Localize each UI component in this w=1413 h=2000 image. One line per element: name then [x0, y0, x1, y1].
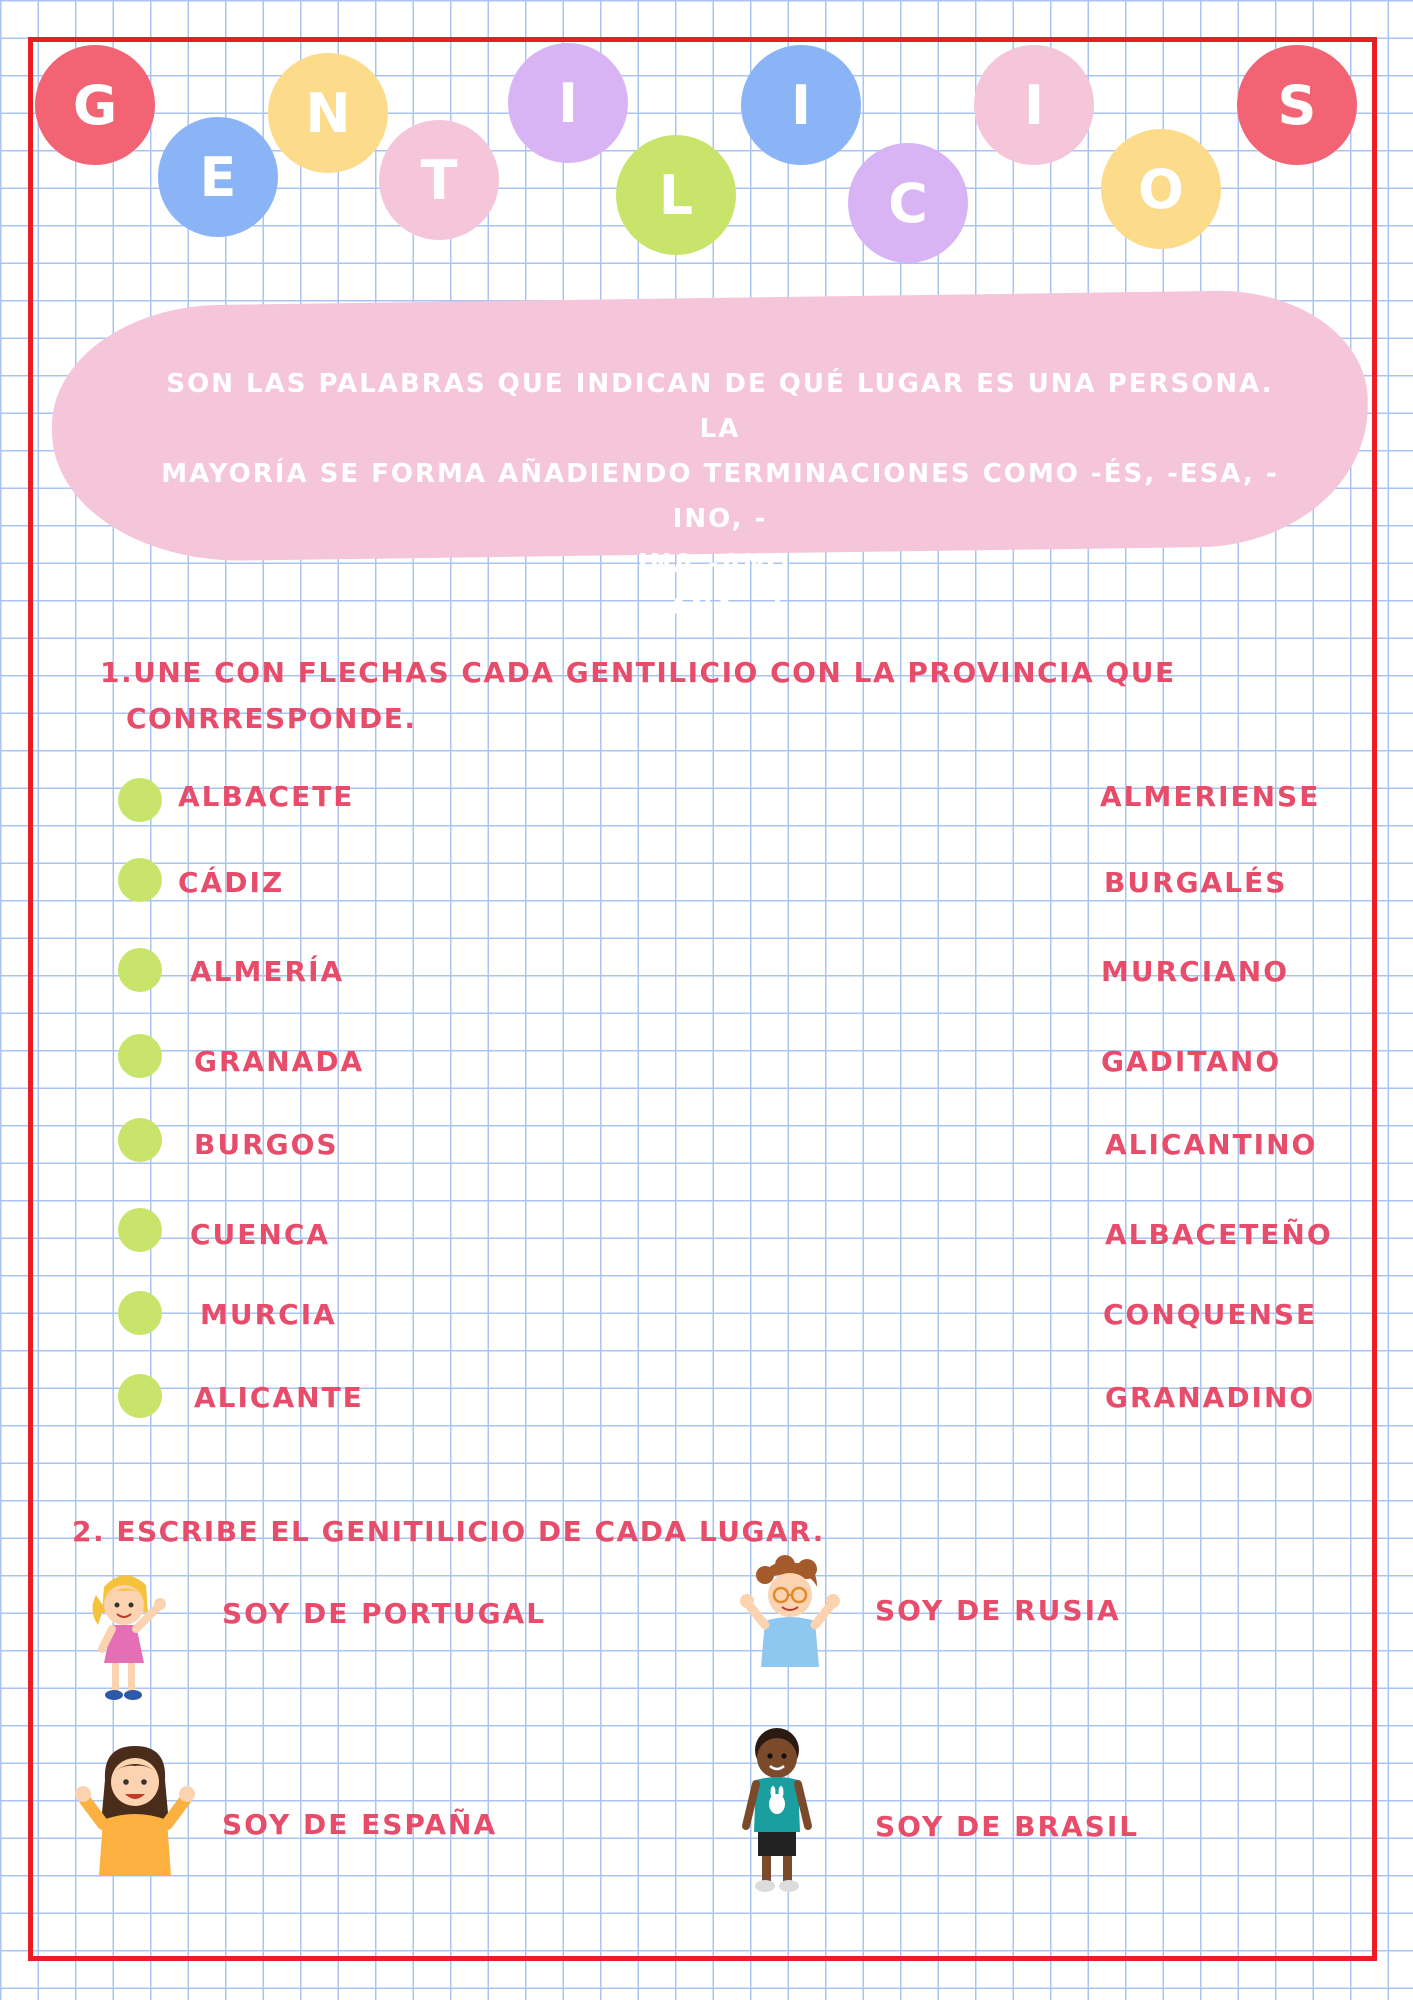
title-letter-i: I — [508, 43, 628, 163]
intro-line: INA,-ANO, — [638, 549, 802, 579]
exercise2-label: SOY DE RUSIA — [875, 1594, 1121, 1627]
exercise1-line: 1.UNE CON FLECHAS CADA GENTILICIO CON LA PROVINCIA QUE — [100, 656, 1176, 689]
title-letter-s: S — [1237, 45, 1357, 165]
bullet-dot[interactable] — [118, 1291, 162, 1335]
bullet-dot[interactable] — [118, 948, 162, 992]
girl-waving-icon — [84, 1567, 194, 1707]
gentilicio-item: ALICANTINO — [1105, 1128, 1318, 1161]
boy-glasses-icon — [735, 1555, 845, 1685]
title-letter-l: L — [616, 135, 736, 255]
gentilicio-item: MURCIANO — [1101, 955, 1290, 988]
gentilicio-item: GRANADINO — [1105, 1381, 1316, 1414]
gentilicio-item: ALBACETEÑO — [1105, 1218, 1333, 1251]
boy-teal-shirt-icon — [732, 1722, 822, 1897]
intro-line: SON LAS PALABRAS QUE INDICAN DE QUÉ LUGAR ES UNA PERSONA. LA — [166, 369, 1274, 444]
intro-line: -ANA, -Í — [655, 594, 785, 624]
title-letter-c: C — [848, 143, 968, 263]
title-letter-n: N — [268, 53, 388, 173]
exercise1-line: CONRRESPONDE. — [126, 702, 417, 735]
province-item: MURCIA — [200, 1298, 337, 1331]
title-letter-i: I — [741, 45, 861, 165]
gentilicio-item: ALMERIENSE — [1100, 780, 1321, 813]
province-item: ALICANTE — [194, 1381, 364, 1414]
exercise2-title: 2. ESCRIBE EL GENITILICIO DE CADA LUGAR. — [72, 1515, 825, 1548]
bullet-dot[interactable] — [118, 1374, 162, 1418]
title-letter-g: G — [35, 45, 155, 165]
exercise2-label: SOY DE PORTUGAL — [222, 1597, 547, 1630]
bullet-dot[interactable] — [118, 778, 162, 822]
girl-yellow-shirt-icon — [75, 1740, 195, 1880]
exercise1-instruction — [100, 650, 1176, 742]
province-item: GRANADA — [194, 1045, 365, 1078]
province-item: CÁDIZ — [178, 866, 285, 899]
gentilicio-item: CONQUENSE — [1103, 1298, 1318, 1331]
province-item: BURGOS — [194, 1128, 339, 1161]
gentilicio-item: BURGALÉS — [1104, 866, 1288, 899]
province-item: ALBACETE — [178, 780, 355, 813]
title-letter-t: T — [379, 120, 499, 240]
intro-definition — [150, 362, 1290, 632]
bullet-dot[interactable] — [118, 1034, 162, 1078]
bullet-dot[interactable] — [118, 1118, 162, 1162]
title-letter-e: E — [158, 117, 278, 237]
bullet-dot[interactable] — [118, 1208, 162, 1252]
exercise2-label: SOY DE ESPAÑA — [222, 1808, 498, 1841]
title-letter-o: O — [1101, 129, 1221, 249]
bullet-dot[interactable] — [118, 858, 162, 902]
intro-line: MAYORÍA SE FORMA AÑADIENDO TERMINACIONES COMO -ÉS, -ESA, -INO, - — [161, 459, 1279, 534]
exercise2-label: SOY DE BRASIL — [875, 1810, 1140, 1843]
province-item: ALMERÍA — [190, 955, 345, 988]
gentilicio-item: GADITANO — [1101, 1045, 1282, 1078]
title-letter-i: I — [974, 45, 1094, 165]
province-item: CUENCA — [190, 1218, 331, 1251]
